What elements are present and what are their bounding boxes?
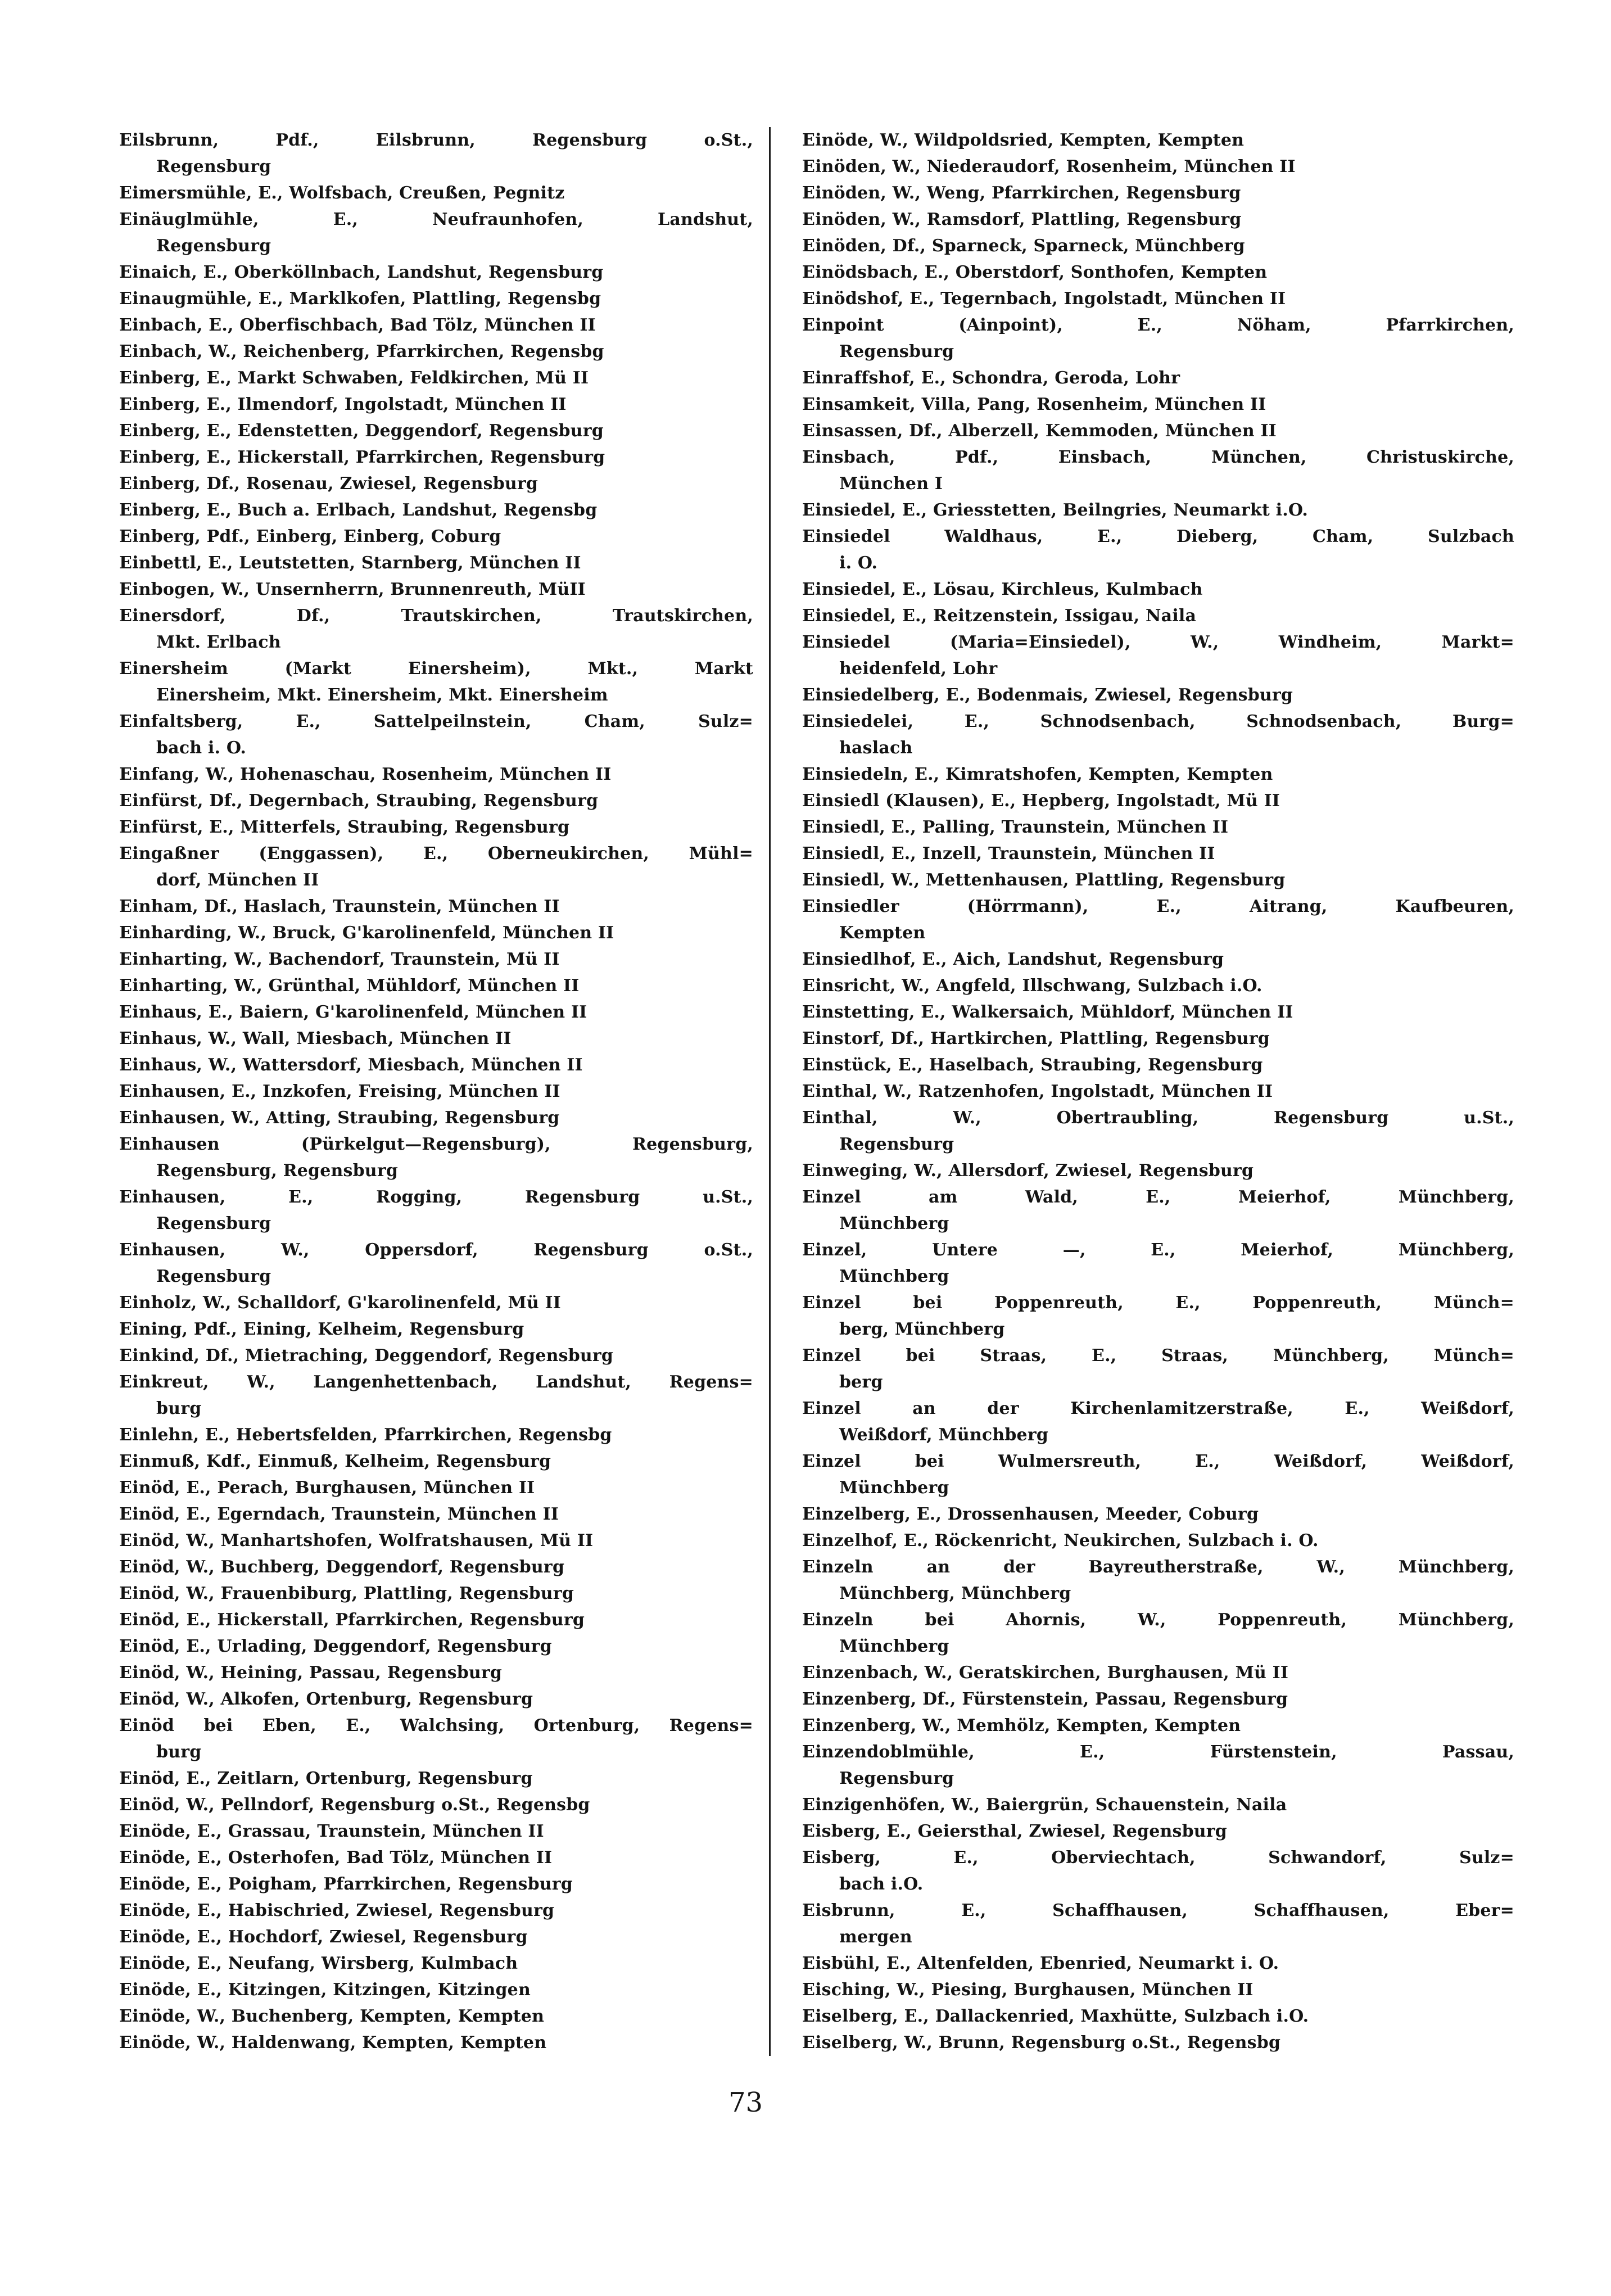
entry-line: Einsiedl (Klausen), E., Hepberg, Ingolstadt, Mü II: [802, 791, 1280, 811]
entry-line: Einmuß, Kdf., Einmuß, Kelheim, Regensburg: [119, 1452, 551, 1471]
gazetteer-entry: [119, 1369, 753, 1422]
gazetteer-entry: [119, 1316, 753, 1343]
entry-continuation-line: Mkt. Erlbach: [156, 632, 281, 652]
gazetteer-entry: [802, 1078, 1514, 1105]
gazetteer-entry: [802, 1897, 1514, 1950]
gazetteer-entry: [119, 1765, 753, 1792]
entry-line: Einöde, E., Habischried, Zwiesel, Regensburg: [119, 1901, 555, 1920]
gazetteer-entry: [802, 365, 1514, 391]
entry-line: Einöden, Df., Sparneck, Sparneck, Münchberg: [802, 236, 1245, 256]
entry-line: Einfang, W., Hohenaschau, Rosenheim, München II: [119, 765, 612, 784]
gazetteer-entry: [119, 1422, 753, 1448]
gazetteer-entry: [119, 418, 753, 444]
entry-line: Einstück, E., Haselbach, Straubing, Regensburg: [802, 1055, 1263, 1075]
entry-line: Einsiedeln, E., Kimratshofen, Kempten, Kempten: [802, 765, 1273, 784]
gazetteer-entry: [802, 1184, 1514, 1237]
entry-line: Einsricht, W., Angfeld, Illschwang, Sulzbach i.O.: [802, 976, 1262, 996]
gazetteer-entry: [119, 1871, 753, 1897]
entry-line: Einsiedl, E., Palling, Traunstein, München II: [802, 817, 1229, 837]
entry-continuation-line: Regensburg: [839, 342, 954, 361]
gazetteer-entry: [119, 338, 753, 365]
entry-line: Einöde, E., Hochdorf, Zwiesel, Regensburg: [119, 1927, 528, 1947]
gazetteer-entry: [119, 259, 753, 286]
gazetteer-entry: [802, 312, 1514, 365]
entry-line: Einöd, E., Egerndach, Traunstein, München II: [119, 1504, 559, 1524]
entry-line: Einöde, W., Haldenwang, Kempten, Kempten: [119, 2033, 547, 2053]
entry-line: Einsiedel (Maria=Einsiedel), W., Windheim, Markt=: [802, 632, 1514, 652]
entry-line: Eisbühl, E., Altenfelden, Ebenried, Neumarkt i. O.: [802, 1954, 1279, 1973]
entry-line: Einaugmühle, E., Marklkofen, Plattling, Regensbg: [119, 289, 601, 309]
gazetteer-entry: [802, 788, 1514, 814]
gazetteer-entry: [802, 1607, 1514, 1660]
entry-line: Einsiedel, E., Griesstetten, Beilngries, Neumarkt i.O.: [802, 500, 1309, 520]
gazetteer-entry: [802, 1290, 1514, 1343]
gazetteer-entry: [119, 523, 753, 550]
entry-continuation-line: haslach: [839, 738, 913, 758]
entry-line: Einberg, Df., Rosenau, Zwiesel, Regensburg: [119, 474, 538, 494]
gazetteer-entry: [119, 2003, 753, 2030]
gazetteer-entry: [802, 497, 1514, 523]
entry-continuation-line: mergen: [839, 1927, 912, 1947]
entry-continuation-line: Kempten: [839, 923, 926, 943]
entry-continuation-line: Regensburg, Regensburg: [156, 1161, 398, 1181]
entry-continuation-line: bach i. O.: [156, 738, 247, 758]
gazetteer-entry: [119, 1237, 753, 1290]
gazetteer-entry: [802, 1739, 1514, 1792]
gazetteer-entry: [119, 1475, 753, 1501]
entry-line: Einsiedelberg, E., Bodenmais, Zwiesel, Regensburg: [802, 685, 1293, 705]
entry-line: Einöd, W., Alkofen, Ortenburg, Regensburg: [119, 1689, 533, 1709]
gazetteer-entry: [119, 999, 753, 1025]
entry-line: Einzenberg, W., Memhölz, Kempten, Kempten: [802, 1716, 1241, 1735]
gazetteer-entry: [119, 814, 753, 840]
gazetteer-entry: [802, 629, 1514, 682]
gazetteer-entry: [119, 127, 753, 180]
gazetteer-entry: [802, 761, 1514, 788]
entry-line: Einbogen, W., Unsernherrn, Brunnenreuth, MüII: [119, 580, 586, 599]
entry-continuation-line: Regensburg: [839, 1135, 954, 1154]
entry-continuation-line: bach i.O.: [839, 1874, 924, 1894]
entry-line: Einöd, E., Perach, Burghausen, München II: [119, 1478, 535, 1498]
gazetteer-entry: [802, 1527, 1514, 1554]
entry-line: Einhausen, W., Oppersdorf, Regensburg o.St.,: [119, 1240, 753, 1260]
entry-line: Einholz, W., Schalldorf, G'karolinenfeld, Mü II: [119, 1293, 562, 1313]
entry-line: Einöde, E., Grassau, Traunstein, München II: [119, 1822, 544, 1841]
entry-line: Einharding, W., Bruck, G'karolinenfeld, München II: [119, 923, 614, 943]
page-number: 73: [728, 2087, 763, 2118]
entry-line: Eisching, W., Piesing, Burghausen, München II: [802, 1980, 1253, 2000]
entry-line: Eiselberg, E., Dallackenried, Maxhütte, Sulzbach i.O.: [802, 2006, 1309, 2026]
gazetteer-entry: [119, 206, 753, 259]
entry-line: Eiselberg, W., Brunn, Regensburg o.St., Regensbg: [802, 2033, 1281, 2053]
gazetteer-entry: [119, 761, 753, 788]
gazetteer-entry: [119, 1078, 753, 1105]
gazetteer-entry: [802, 946, 1514, 973]
entry-line: Einzel an der Kirchenlamitzerstraße, E., Weißdorf,: [802, 1399, 1514, 1418]
entry-line: Einsamkeit, Villa, Pang, Rosenheim, München II: [802, 395, 1266, 414]
entry-line: Einöde, W., Buchenberg, Kempten, Kempten: [119, 2006, 545, 2026]
gazetteer-column-left: [119, 127, 753, 2056]
gazetteer-entry: [119, 1607, 753, 1633]
entry-line: Einöd, W., Frauenbiburg, Plattling, Regensburg: [119, 1584, 574, 1603]
entry-line: Eisberg, E., Geiersthal, Zwiesel, Regensburg: [802, 1822, 1227, 1841]
gazetteer-entry: [802, 1950, 1514, 1977]
gazetteer-entry: [119, 1924, 753, 1950]
entry-line: Einthal, W., Ratzenhofen, Ingolstadt, München II: [802, 1082, 1273, 1101]
entry-line: Einzendoblmühle, E., Fürstenstein, Passau,: [802, 1742, 1514, 1762]
entry-continuation-line: Weißdorf, Münchberg: [839, 1425, 1049, 1445]
entry-line: Einöd, W., Heining, Passau, Regensburg: [119, 1663, 503, 1683]
gazetteer-entry: [802, 2030, 1514, 2056]
entry-line: Einhaus, W., Wattersdorf, Miesbach, München II: [119, 1055, 583, 1075]
entry-continuation-line: Münchberg: [839, 1214, 949, 1233]
gazetteer-entry: [802, 153, 1514, 180]
gazetteer-entry: [802, 444, 1514, 497]
entry-line: Einöde, E., Poigham, Pfarrkirchen, Regensburg: [119, 1874, 573, 1894]
entry-line: Einsiedel Waldhaus, E., Dieberg, Cham, Sulzbach: [802, 527, 1514, 546]
entry-line: Einöden, W., Ramsdorf, Plattling, Regensburg: [802, 210, 1242, 229]
gazetteer-entry: [802, 814, 1514, 840]
gazetteer-entry: [119, 1818, 753, 1845]
entry-line: Einhausen, E., Inzkofen, Freising, München II: [119, 1082, 560, 1101]
entry-line: Einberg, E., Markt Schwaben, Feldkirchen, Mü II: [119, 368, 589, 388]
gazetteer-entry: [802, 1343, 1514, 1395]
entry-line: Einsiedl, E., Inzell, Traunstein, München II: [802, 844, 1215, 864]
gazetteer-entry: [802, 999, 1514, 1025]
gazetteer-entry: [119, 920, 753, 946]
entry-line: Einkreut, W., Langenhettenbach, Landshut, Regens=: [119, 1372, 753, 1392]
gazetteer-entry: [119, 1712, 753, 1765]
gazetteer-entry: [802, 1818, 1514, 1845]
gazetteer-entry: [119, 1527, 753, 1554]
entry-line: Einsbach, Pdf., Einsbach, München, Christuskirche,: [802, 448, 1514, 467]
entry-continuation-line: Münchberg: [839, 1267, 949, 1286]
gazetteer-entry: [802, 259, 1514, 286]
entry-line: Eingaßner (Enggassen), E., Oberneukirchen, Mühl=: [119, 844, 753, 864]
gazetteer-entry: [802, 2003, 1514, 2030]
gazetteer-entry: [802, 1501, 1514, 1527]
entry-line: Einödshof, E., Tegernbach, Ingolstadt, München II: [802, 289, 1286, 309]
entry-line: Einthal, W., Obertraubling, Regensburg u.St.,: [802, 1108, 1514, 1128]
entry-continuation-line: heidenfeld, Lohr: [839, 659, 998, 679]
entry-line: Einbach, W., Reichenberg, Pfarrkirchen, Regensbg: [119, 342, 604, 361]
entry-line: Einöde, E., Neufang, Wirsberg, Kulmbach: [119, 1954, 518, 1973]
gazetteer-entry: [802, 418, 1514, 444]
entry-line: Einzigenhöfen, W., Baiergrün, Schauenstein, Naila: [802, 1795, 1287, 1815]
entry-line: Einzelberg, E., Drossenhausen, Meeder, Coburg: [802, 1504, 1259, 1524]
gazetteer-column-right: [771, 127, 1514, 2056]
entry-line: Einsiedlhof, E., Aich, Landshut, Regensburg: [802, 950, 1224, 969]
entry-line: Einzeln bei Ahornis, W., Poppenreuth, Münchberg,: [802, 1610, 1514, 1630]
entry-line: Einhausen (Pürkelgut—Regensburg), Regensburg,: [119, 1135, 753, 1154]
gazetteer-entry: [119, 708, 753, 761]
gazetteer-entry: [119, 1290, 753, 1316]
entry-line: Einberg, Pdf., Einberg, Einberg, Coburg: [119, 527, 501, 546]
gazetteer-entry: [119, 1792, 753, 1818]
gazetteer-entry: [119, 391, 753, 418]
gazetteer-entry: [119, 1580, 753, 1607]
gazetteer-entry: [802, 180, 1514, 206]
entry-continuation-line: dorf, München II: [156, 870, 319, 890]
gazetteer-entry: [802, 1554, 1514, 1607]
entry-line: Einhaus, E., Baiern, G'karolinenfeld, München II: [119, 1002, 587, 1022]
gazetteer-entry: [802, 286, 1514, 312]
gazetteer-entry: [802, 1660, 1514, 1686]
entry-continuation-line: berg: [839, 1372, 883, 1392]
gazetteer-entry: [802, 893, 1514, 946]
entry-line: Einzel bei Poppenreuth, E., Poppenreuth, Münch=: [802, 1293, 1514, 1313]
gazetteer-entry: [119, 1105, 753, 1131]
gazetteer-entry: [119, 1950, 753, 1977]
entry-line: Eilsbrunn, Pdf., Eilsbrunn, Regensburg o.St.,: [119, 130, 753, 150]
gazetteer-entry: [119, 1448, 753, 1475]
gazetteer-entry: [119, 1343, 753, 1369]
gazetteer-entry: [119, 1660, 753, 1686]
entry-line: Einham, Df., Haslach, Traunstein, München II: [119, 897, 560, 916]
entry-line: Einstetting, E., Walkersaich, Mühldorf, München II: [802, 1002, 1293, 1022]
entry-continuation-line: Münchberg: [839, 1478, 949, 1498]
entry-continuation-line: burg: [156, 1399, 202, 1418]
gazetteer-entry: [802, 206, 1514, 233]
gazetteer-entry: [119, 444, 753, 471]
entry-line: Einweging, W., Allersdorf, Zwiesel, Regensburg: [802, 1161, 1254, 1181]
entry-line: Einödsbach, E., Oberstdorf, Sonthofen, Kempten: [802, 263, 1268, 282]
gazetteer-entry: [119, 788, 753, 814]
gazetteer-entry: [802, 973, 1514, 999]
entry-line: Einöd, E., Zeitlarn, Ortenburg, Regensburg: [119, 1769, 533, 1788]
entry-line: Einöde, E., Osterhofen, Bad Tölz, München II: [119, 1848, 553, 1868]
gazetteer-entry: [119, 1897, 753, 1924]
gazetteer-entry: [119, 1977, 753, 2003]
gazetteer-entry: [119, 1052, 753, 1078]
entry-line: Einzelhof, E., Röckenricht, Neukirchen, Sulzbach i. O.: [802, 1531, 1319, 1551]
entry-line: Einberg, E., Buch a. Erlbach, Landshut, Regensbg: [119, 500, 598, 520]
entry-continuation-line: Münchberg, Münchberg: [839, 1584, 1071, 1603]
gazetteer-entry: [802, 1448, 1514, 1501]
entry-line: Einfürst, Df., Degernbach, Straubing, Regensburg: [119, 791, 599, 811]
gazetteer-entry: [802, 523, 1514, 576]
gazetteer-entry: [119, 893, 753, 920]
gazetteer-entry: [119, 946, 753, 973]
entry-line: Einöd, E., Hickerstall, Pfarrkirchen, Regensburg: [119, 1610, 585, 1630]
entry-line: Einfürst, E., Mitterfels, Straubing, Regensburg: [119, 817, 570, 837]
entry-line: Einsiedelei, E., Schnodsenbach, Schnodsenbach, Burg=: [802, 712, 1514, 731]
gazetteer-entry: [119, 471, 753, 497]
entry-line: Einöd, W., Pellndorf, Regensburg o.St., Regensbg: [119, 1795, 590, 1815]
gazetteer-entry: [119, 1184, 753, 1237]
entry-continuation-line: Regensburg: [156, 157, 271, 177]
gazetteer-entry: [802, 1025, 1514, 1052]
two-column-text-block: [119, 127, 1514, 2056]
entry-line: Einsiedler (Hörrmann), E., Aitrang, Kaufbeuren,: [802, 897, 1514, 916]
gazetteer-entry: [802, 840, 1514, 867]
entry-line: Einersheim (Markt Einersheim), Mkt., Markt: [119, 659, 753, 679]
gazetteer-entry: [119, 973, 753, 999]
gazetteer-entry: [802, 1395, 1514, 1448]
gazetteer-entry: [119, 1025, 753, 1052]
gazetteer-entry: [119, 497, 753, 523]
gazetteer-entry: [119, 180, 753, 206]
gazetteer-entry: [802, 1105, 1514, 1158]
entry-line: Einöden, W., Weng, Pfarrkirchen, Regensburg: [802, 183, 1241, 203]
entry-line: Einzel, Untere —, E., Meierhof, Münchberg,: [802, 1240, 1514, 1260]
entry-line: Eisberg, E., Oberviechtach, Schwandorf, Sulz=: [802, 1848, 1514, 1868]
entry-continuation-line: Einersheim, Mkt. Einersheim, Mkt. Einersheim: [156, 685, 608, 705]
entry-continuation-line: burg: [156, 1742, 202, 1762]
entry-line: Einersdorf, Df., Trautskirchen, Trautskirchen,: [119, 606, 753, 626]
gazetteer-entry: [802, 233, 1514, 259]
entry-line: Eining, Pdf., Eining, Kelheim, Regensburg: [119, 1319, 524, 1339]
entry-line: Einöd, W., Manhartshofen, Wolfratshausen, Mü II: [119, 1531, 594, 1551]
entry-line: Einbettl, E., Leutstetten, Starnberg, München II: [119, 553, 581, 573]
gazetteer-entry: [802, 682, 1514, 708]
entry-line: Einöde, W., Wildpoldsried, Kempten, Kempten: [802, 130, 1245, 150]
entry-line: Eisbrunn, E., Schaffhausen, Schaffhausen, Eber=: [802, 1901, 1514, 1920]
entry-continuation-line: Regensburg: [156, 1214, 271, 1233]
entry-line: Einsiedel, E., Lösau, Kirchleus, Kulmbach: [802, 580, 1203, 599]
gazetteer-entry: [119, 312, 753, 338]
gazetteer-entry: [802, 391, 1514, 418]
entry-line: Einhausen, E., Rogging, Regensburg u.St.,: [119, 1187, 753, 1207]
gazetteer-entry: [802, 708, 1514, 761]
entry-line: Einkind, Df., Mietraching, Deggendorf, Regensburg: [119, 1346, 614, 1366]
entry-line: Einaich, E., Oberköllnbach, Landshut, Regensburg: [119, 263, 604, 282]
gazetteer-entry: [119, 603, 753, 656]
entry-line: Einsiedl, W., Mettenhausen, Plattling, Regensburg: [802, 870, 1286, 890]
entry-continuation-line: Regensburg: [156, 1267, 271, 1286]
gazetteer-entry: [119, 656, 753, 708]
entry-line: Einöd, E., Urlading, Deggendorf, Regensburg: [119, 1637, 552, 1656]
entry-line: Einberg, E., Ilmendorf, Ingolstadt, München II: [119, 395, 567, 414]
gazetteer-entry: [802, 1845, 1514, 1897]
entry-continuation-line: Münchberg: [839, 1637, 949, 1656]
entry-line: Einöd, W., Buchberg, Deggendorf, Regensburg: [119, 1557, 565, 1577]
entry-line: Einsiedel, E., Reitzenstein, Issigau, Naila: [802, 606, 1197, 626]
entry-line: Einharting, W., Grünthal, Mühldorf, München II: [119, 976, 580, 996]
entry-line: Einsassen, Df., Alberzell, Kemmoden, München II: [802, 421, 1277, 441]
entry-line: Einzeln an der Bayreutherstraße, W., Münchberg,: [802, 1557, 1514, 1577]
entry-continuation-line: München I: [839, 474, 943, 494]
entry-continuation-line: i. O.: [839, 553, 878, 573]
gazetteer-entry: [119, 840, 753, 893]
gazetteer-entry: [119, 576, 753, 603]
entry-continuation-line: berg, Münchberg: [839, 1319, 1005, 1339]
entry-line: Einlehn, E., Hebertsfelden, Pfarrkirchen, Regensbg: [119, 1425, 612, 1445]
gazetteer-entry: [119, 1131, 753, 1184]
gazetteer-entry: [119, 550, 753, 576]
gazetteer-entry: [802, 1712, 1514, 1739]
gazetteer-entry: [119, 1845, 753, 1871]
gazetteer-entry: [802, 1158, 1514, 1184]
entry-line: Einöde, E., Kitzingen, Kitzingen, Kitzingen: [119, 1980, 531, 2000]
entry-line: Einzenberg, Df., Fürstenstein, Passau, Regensburg: [802, 1689, 1288, 1709]
gazetteer-entry: [802, 603, 1514, 629]
gazetteer-entry: [119, 1501, 753, 1527]
gazetteer-entry: [802, 127, 1514, 153]
entry-line: Einharting, W., Bachendorf, Traunstein, Mü II: [119, 950, 560, 969]
entry-line: Eimersmühle, E., Wolfsbach, Creußen, Pegnitz: [119, 183, 565, 203]
gazetteer-entry: [802, 576, 1514, 603]
gazetteer-entry: [802, 1052, 1514, 1078]
gazetteer-entry: [802, 1237, 1514, 1290]
entry-line: Einpoint (Ainpoint), E., Nöham, Pfarrkirchen,: [802, 315, 1514, 335]
entry-line: Einhaus, W., Wall, Miesbach, München II: [119, 1029, 512, 1048]
gazetteer-entry: [802, 1977, 1514, 2003]
gazetteer-entry: [119, 2030, 753, 2056]
gazetteer-entry: [119, 1633, 753, 1660]
entry-line: Einäuglmühle, E., Neufraunhofen, Landshut,: [119, 210, 753, 229]
entry-line: Einöden, W., Niederaudorf, Rosenheim, München II: [802, 157, 1296, 177]
entry-continuation-line: Regensburg: [156, 236, 271, 256]
gazetteer-entry: [802, 1792, 1514, 1818]
gazetteer-entry: [119, 1554, 753, 1580]
entry-line: Einzel bei Wulmersreuth, E., Weißdorf, Weißdorf,: [802, 1452, 1514, 1471]
entry-line: Einöd bei Eben, E., Walchsing, Ortenburg, Regens=: [119, 1716, 753, 1735]
entry-line: Einhausen, W., Atting, Straubing, Regensburg: [119, 1108, 560, 1128]
entry-line: Einfaltsberg, E., Sattelpeilnstein, Cham, Sulz=: [119, 712, 753, 731]
entry-line: Einberg, E., Edenstetten, Deggendorf, Regensburg: [119, 421, 604, 441]
gazetteer-entry: [119, 365, 753, 391]
entry-line: Einbach, E., Oberfischbach, Bad Tölz, München II: [119, 315, 596, 335]
gazetteer-entry: [802, 1686, 1514, 1712]
gazetteer-entry: [802, 867, 1514, 893]
gazetteer-entry: [119, 286, 753, 312]
entry-continuation-line: Regensburg: [839, 1769, 954, 1788]
entry-line: Einzel bei Straas, E., Straas, Münchberg, Münch=: [802, 1346, 1514, 1366]
entry-line: Einzel am Wald, E., Meierhof, Münchberg,: [802, 1187, 1514, 1207]
gazetteer-entry: [119, 1686, 753, 1712]
entry-line: Einberg, E., Hickerstall, Pfarrkirchen, Regensburg: [119, 448, 605, 467]
entry-line: Einzenbach, W., Geratskirchen, Burghausen, Mü II: [802, 1663, 1289, 1683]
entry-line: Einstorf, Df., Hartkirchen, Plattling, Regensburg: [802, 1029, 1270, 1048]
entry-line: Einraffshof, E., Schondra, Geroda, Lohr: [802, 368, 1180, 388]
